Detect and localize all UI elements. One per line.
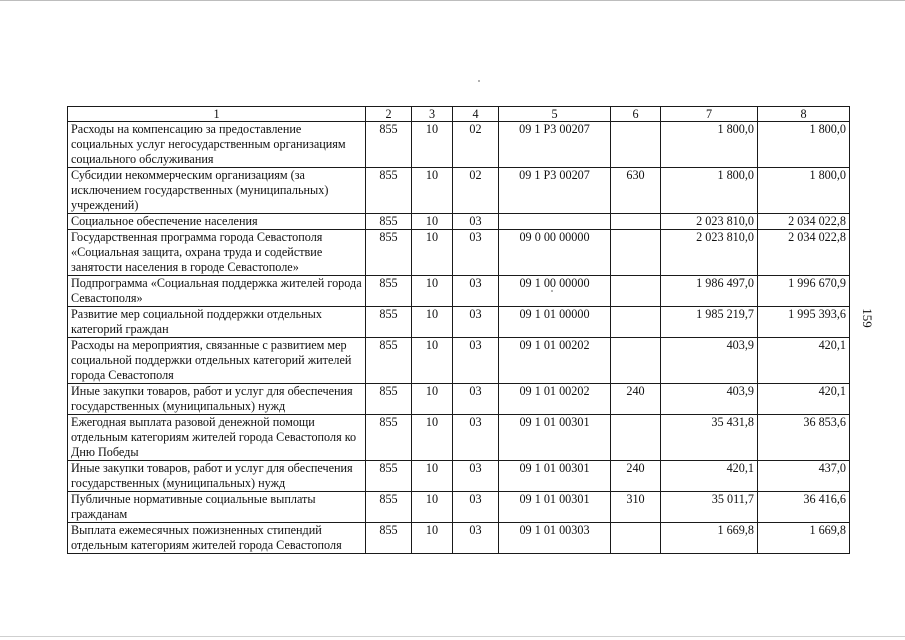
row-name-cell: Иные закупки товаров, работ и услуг для обеспечения государственных (муниципальных) нужд [68,461,366,492]
table-row [68,492,850,523]
row-expense-type-cell [611,230,661,276]
row-section-cell: 10 [412,214,453,230]
row-expense-type-cell [611,214,661,230]
row-amount-year2-cell: 36 416,6 [758,492,850,523]
row-section-cell: 10 [412,230,453,276]
row-name-cell: Ежегодная выплата разовой денежной помощи отдельным категориям жителей города Севастополя ко Дню Победы [68,415,366,461]
row-grbs-cell: 855 [366,122,412,168]
row-grbs-cell: 855 [366,523,412,554]
table-row [68,461,850,492]
row-name-cell: Расходы на мероприятия, связанные с развитием мер социальной поддержки отдельных категорий жителей города Севастополя [68,338,366,384]
row-amount-year1-cell: 1 669,8 [661,523,758,554]
row-subsection-cell: 03 [453,492,499,523]
row-expense-type-cell [611,415,661,461]
table-row [68,276,850,307]
table-row [68,415,850,461]
scan-edge-top [0,0,905,5]
row-amount-year1-cell: 2 023 810,0 [661,230,758,276]
row-target-article-cell: 09 1 Р3 00207 [499,122,611,168]
row-subsection-cell: 03 [453,307,499,338]
row-expense-type-cell [611,122,661,168]
row-name-cell: Социальное обеспечение населения [68,214,366,230]
row-subsection-cell: 02 [453,122,499,168]
row-subsection-cell: 03 [453,338,499,384]
row-section-cell: 10 [412,384,453,415]
row-grbs-cell: 855 [366,276,412,307]
row-expense-type-cell [611,307,661,338]
row-amount-year1-cell: 35 431,8 [661,415,758,461]
row-amount-year2-cell: 36 853,6 [758,415,850,461]
row-subsection-cell: 03 [453,523,499,554]
row-expense-type-cell [611,276,661,307]
column-header: 6 [611,107,661,122]
row-grbs-cell: 855 [366,384,412,415]
row-amount-year1-cell: 2 023 810,0 [661,214,758,230]
row-target-article-cell: 09 1 00 00000 [499,276,611,307]
table-row [68,384,850,415]
row-amount-year2-cell: 1 800,0 [758,168,850,214]
row-grbs-cell: 855 [366,307,412,338]
row-section-cell: 10 [412,415,453,461]
row-amount-year1-cell: 1 985 219,7 [661,307,758,338]
row-section-cell: 10 [412,492,453,523]
row-target-article-cell: 09 1 01 00303 [499,523,611,554]
row-name-cell: Иные закупки товаров, работ и услуг для обеспечения государственных (муниципальных) нужд [68,384,366,415]
row-grbs-cell: 855 [366,461,412,492]
row-grbs-cell: 855 [366,168,412,214]
row-section-cell: 10 [412,338,453,384]
row-target-article-cell: 09 1 01 00301 [499,415,611,461]
row-amount-year2-cell: 1 995 393,6 [758,307,850,338]
budget-table [67,106,850,554]
row-expense-type-cell: 310 [611,492,661,523]
column-header: 8 [758,107,850,122]
table-row [68,307,850,338]
column-header: 7 [661,107,758,122]
column-header: 3 [412,107,453,122]
row-target-article-cell: 09 1 01 00301 [499,461,611,492]
row-section-cell: 10 [412,276,453,307]
row-target-article-cell: 09 1 01 00202 [499,384,611,415]
row-section-cell: 10 [412,523,453,554]
row-name-cell: Государственная программа города Севастополя «Социальная защита, охрана труда и содействие занятости населения в городе Севастополе» [68,230,366,276]
row-target-article-cell: 09 1 01 00202 [499,338,611,384]
row-amount-year2-cell: 2 034 022,8 [758,214,850,230]
scan-speck [478,80,480,82]
scan-edge-bottom [0,636,905,637]
row-subsection-cell: 03 [453,214,499,230]
row-expense-type-cell [611,523,661,554]
row-grbs-cell: 855 [366,492,412,523]
table-row [68,122,850,168]
row-name-cell: Выплата ежемесячных пожизненных стипендий отдельным категориям жителей города Севастополя [68,523,366,554]
row-target-article-cell: 09 1 Р3 00207 [499,168,611,214]
row-amount-year1-cell: 403,9 [661,384,758,415]
row-amount-year2-cell: 420,1 [758,338,850,384]
column-header: 2 [366,107,412,122]
row-target-article-cell: 09 0 00 00000 [499,230,611,276]
table-header-row [68,107,850,122]
table-row [68,523,850,554]
row-grbs-cell: 855 [366,214,412,230]
row-name-cell: Субсидии некоммерческим организациям (за исключением государственных (муниципальных) учреждений) [68,168,366,214]
row-section-cell: 10 [412,122,453,168]
column-header: 1 [68,107,366,122]
row-target-article-cell [499,214,611,230]
row-subsection-cell: 03 [453,276,499,307]
row-amount-year2-cell: 1 669,8 [758,523,850,554]
row-amount-year1-cell: 403,9 [661,338,758,384]
row-amount-year2-cell: 2 034 022,8 [758,230,850,276]
row-amount-year1-cell: 1 986 497,0 [661,276,758,307]
row-grbs-cell: 855 [366,415,412,461]
row-expense-type-cell [611,338,661,384]
table-row [68,230,850,276]
row-target-article-cell: 09 1 01 00301 [499,492,611,523]
row-amount-year1-cell: 1 800,0 [661,168,758,214]
row-amount-year2-cell: 1 996 670,9 [758,276,850,307]
row-name-cell: Публичные нормативные социальные выплаты гражданам [68,492,366,523]
row-subsection-cell: 03 [453,461,499,492]
row-expense-type-cell: 240 [611,461,661,492]
row-name-cell: Расходы на компенсацию за предоставление социальных услуг негосударственным организациям социального обслуживания [68,122,366,168]
table-row [68,214,850,230]
column-header: 5 [499,107,611,122]
column-header: 4 [453,107,499,122]
row-section-cell: 10 [412,461,453,492]
row-amount-year1-cell: 1 800,0 [661,122,758,168]
row-amount-year1-cell: 35 011,7 [661,492,758,523]
row-name-cell: Подпрограмма «Социальная поддержка жителей города Севастополя» [68,276,366,307]
row-amount-year2-cell: 420,1 [758,384,850,415]
table-row [68,338,850,384]
row-name-cell: Развитие мер социальной поддержки отдельных категорий граждан [68,307,366,338]
row-section-cell: 10 [412,307,453,338]
row-target-article-cell: 09 1 01 00000 [499,307,611,338]
row-grbs-cell: 855 [366,230,412,276]
row-subsection-cell: 02 [453,168,499,214]
row-amount-year2-cell: 1 800,0 [758,122,850,168]
row-expense-type-cell: 630 [611,168,661,214]
row-amount-year1-cell: 420,1 [661,461,758,492]
row-subsection-cell: 03 [453,230,499,276]
row-subsection-cell: 03 [453,384,499,415]
row-section-cell: 10 [412,168,453,214]
table-row [68,168,850,214]
row-amount-year2-cell: 437,0 [758,461,850,492]
page-number: 159 [860,308,875,328]
row-grbs-cell: 855 [366,338,412,384]
row-expense-type-cell: 240 [611,384,661,415]
table-body [68,122,850,554]
row-subsection-cell: 03 [453,415,499,461]
